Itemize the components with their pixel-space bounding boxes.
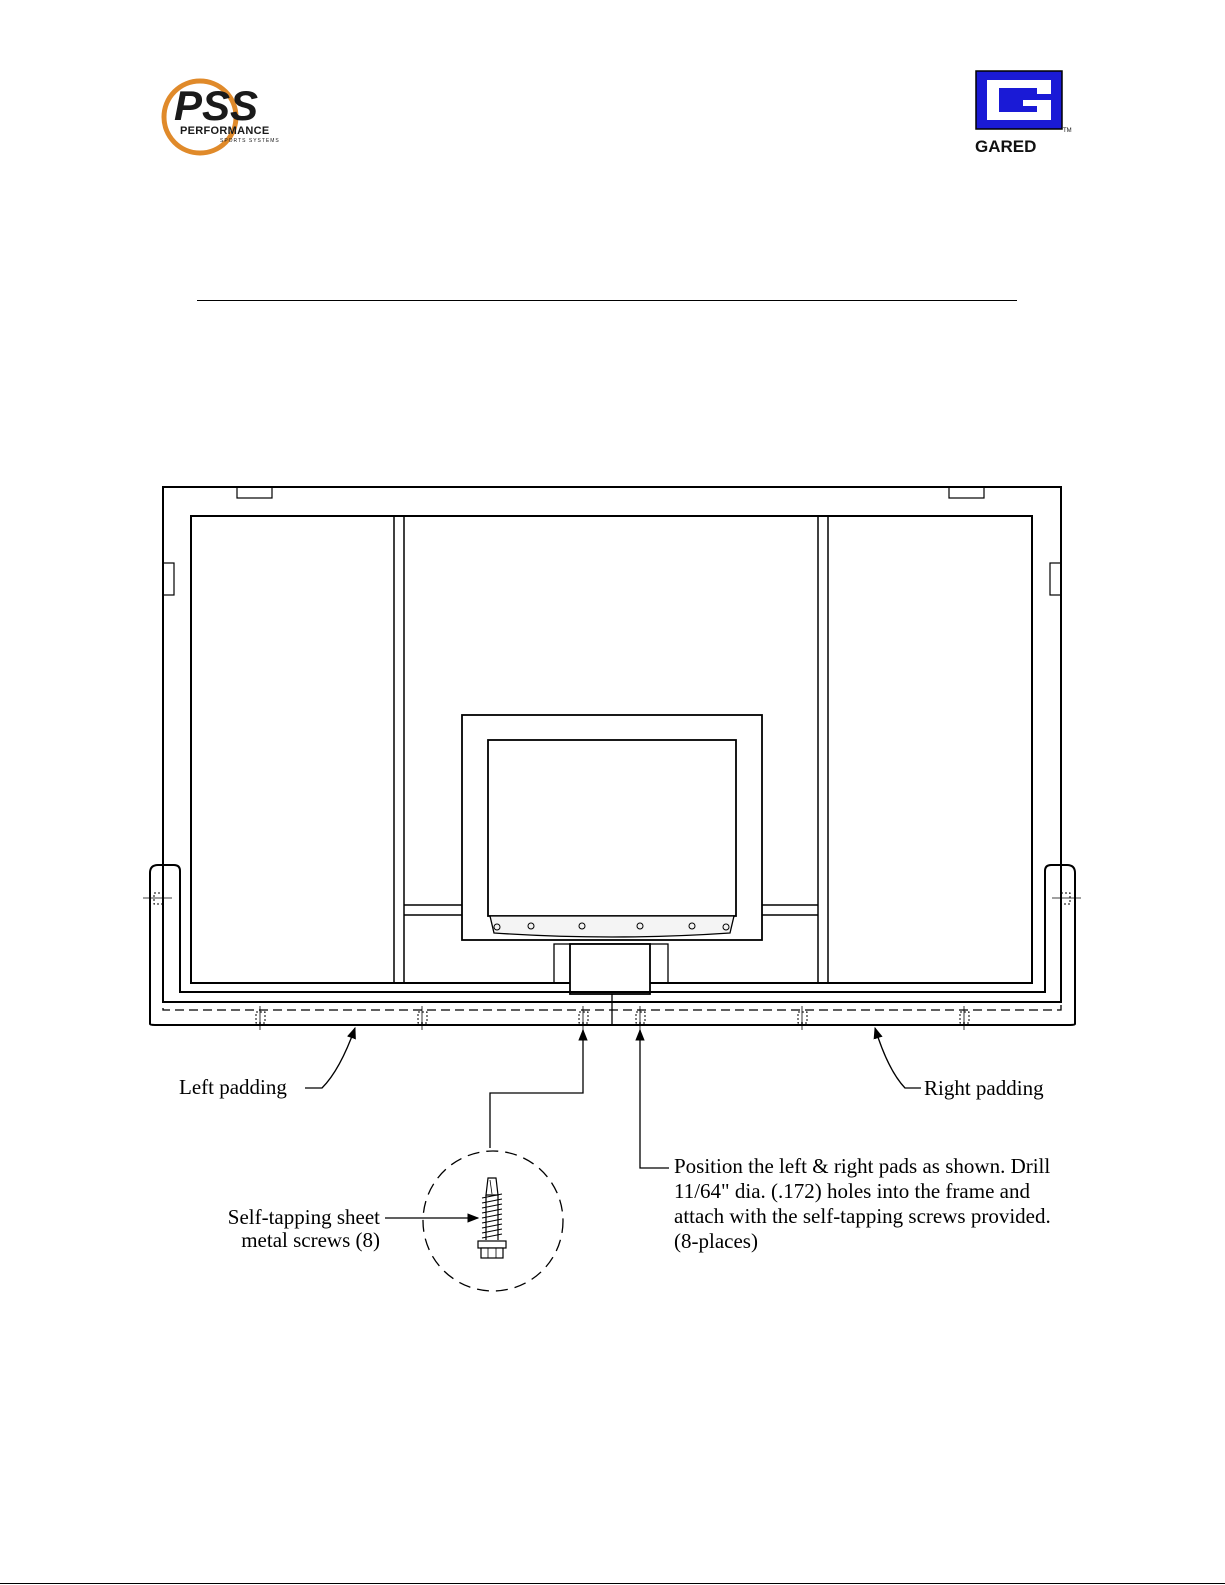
instructions-line3: attach with the self-tapping screws provided.	[674, 1204, 1051, 1228]
leader-right-padding	[875, 1028, 921, 1088]
rim-mount-plate	[490, 916, 734, 937]
rim-support-post	[570, 944, 650, 994]
pss-logo-line1: PERFORMANCE	[180, 125, 270, 137]
label-screws-line2: metal screws (8)	[241, 1228, 380, 1252]
leader-left-padding	[305, 1028, 355, 1088]
label-right-padding: Right padding	[924, 1076, 1044, 1100]
instructions-line1: Position the left & right pads as shown. Drill	[674, 1154, 1051, 1178]
instructions-line4: (8-places)	[674, 1229, 758, 1253]
label-left-padding: Left padding	[179, 1075, 287, 1099]
instructions-line2: 11/64" dia. (.172) holes into the frame and	[674, 1179, 1030, 1203]
side-bracket-right	[1050, 563, 1061, 595]
self-tapping-screw-icon	[478, 1178, 506, 1258]
gared-logo-name: GARED	[975, 137, 1037, 156]
pss-logo-mark: PSS	[174, 82, 259, 129]
top-bracket-right	[949, 487, 984, 498]
side-bracket-left	[163, 563, 174, 595]
pss-logo-line2: SPORTS SYSTEMS	[220, 138, 280, 144]
gared-trademark: TM	[1063, 128, 1072, 134]
label-screws-line1: Self-tapping sheet	[227, 1205, 380, 1229]
top-bracket-left	[237, 487, 272, 498]
leader-instructions	[640, 1030, 669, 1168]
footer-divider	[0, 1583, 1225, 1584]
leader-screw-detail	[490, 1030, 583, 1148]
shooter-square-outer	[462, 715, 762, 940]
